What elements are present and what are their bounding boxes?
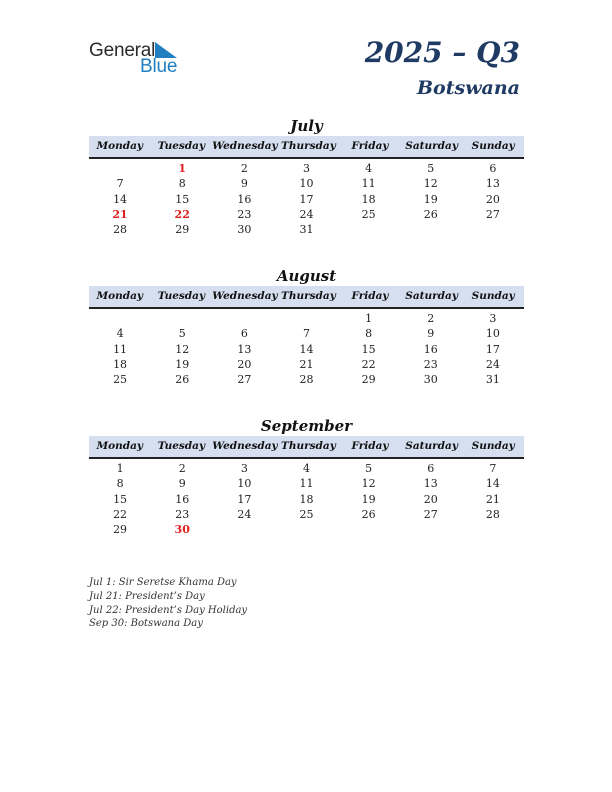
day-cell	[89, 311, 151, 326]
week-row	[89, 476, 524, 491]
day-cell	[400, 222, 462, 237]
day-cell: 28	[113, 223, 128, 237]
day-cell: 27	[423, 507, 438, 521]
day-cell: 5	[427, 162, 435, 175]
weekday-label: Saturday	[405, 140, 458, 152]
day-cell	[462, 222, 524, 237]
day-cell: 25	[299, 507, 314, 521]
holiday-note: Sep 30: Botswana Day	[89, 618, 203, 630]
day-cell: 18	[299, 492, 314, 506]
weekday-label: Wednesday	[212, 440, 278, 452]
day-cell: 24	[237, 507, 252, 521]
day-cell: 16	[237, 192, 252, 206]
day-cell: 31	[485, 373, 500, 387]
day-cell: 13	[423, 477, 438, 491]
day-cell: 23	[237, 207, 252, 221]
day-cell: 1	[116, 462, 124, 475]
day-cell: 27	[485, 207, 500, 221]
day-cell: 8	[365, 327, 373, 341]
day-cell: 3	[489, 312, 497, 325]
day-cell: 4	[116, 327, 124, 341]
day-cell: 14	[113, 192, 128, 206]
day-cell: 11	[113, 342, 128, 356]
day-cell: 4	[302, 462, 310, 475]
day-cell: 2	[240, 162, 248, 175]
week-row	[89, 207, 524, 222]
day-cell: 9	[427, 327, 435, 341]
day-cell: 22	[174, 207, 190, 221]
day-cell: 20	[237, 357, 252, 371]
logo-text-general: General	[89, 40, 156, 61]
holiday-note: Jul 1: Sir Seretse Khama Day	[89, 577, 237, 588]
weekday-label: Sunday	[471, 140, 515, 152]
day-cell: 6	[427, 462, 435, 475]
day-cell: 11	[361, 177, 376, 191]
day-cell: 19	[361, 492, 376, 506]
page-title: 2025 – Q3	[364, 36, 520, 69]
day-cell: 9	[240, 177, 248, 191]
day-cell: 15	[175, 192, 190, 206]
weekday-label: Tuesday	[157, 290, 206, 302]
day-cell: 24	[299, 207, 314, 221]
weekday-header	[89, 436, 524, 459]
day-cell	[213, 522, 275, 537]
day-cell: 7	[116, 177, 124, 191]
logo	[89, 40, 189, 80]
day-cell: 17	[485, 342, 500, 356]
weekday-label: Thursday	[281, 140, 336, 152]
country-name: Botswana	[417, 77, 520, 99]
weekday-header	[89, 136, 524, 159]
weekday-label: Tuesday	[157, 440, 206, 452]
day-cell: 23	[175, 507, 190, 521]
day-cell: 12	[361, 477, 376, 491]
day-cell: 24	[485, 357, 500, 371]
day-cell: 28	[485, 507, 500, 521]
day-cell	[213, 311, 275, 326]
day-cell: 22	[361, 357, 376, 371]
day-cell: 6	[489, 162, 497, 175]
day-cell: 13	[237, 342, 252, 356]
day-cell: 2	[178, 462, 186, 475]
day-cell: 28	[299, 373, 314, 387]
weekday-label: Saturday	[405, 440, 458, 452]
day-cell: 25	[113, 373, 128, 387]
day-cell: 12	[423, 177, 438, 191]
day-cell	[89, 161, 151, 176]
week-row	[89, 372, 524, 387]
day-cell: 11	[299, 477, 314, 491]
day-cell: 7	[302, 327, 310, 341]
day-cell: 17	[237, 492, 252, 506]
day-cell: 19	[423, 192, 438, 206]
day-cell	[275, 311, 337, 326]
month-title: September	[260, 417, 353, 435]
day-cell	[338, 222, 400, 237]
day-cell: 22	[113, 507, 128, 521]
logo-text-blue: Blue	[140, 56, 178, 77]
day-cell: 21	[112, 207, 128, 221]
day-cell	[400, 522, 462, 537]
day-cell: 3	[240, 462, 248, 475]
weekday-label: Sunday	[471, 440, 515, 452]
weekday-label: Friday	[351, 140, 389, 152]
weekday-header	[89, 286, 524, 309]
holiday-note: Jul 22: President’s Day Holiday	[89, 604, 248, 616]
day-cell: 17	[299, 192, 314, 206]
weekday-label: Tuesday	[157, 140, 206, 152]
month-title: July	[290, 117, 323, 135]
week-row	[89, 326, 524, 341]
day-cell: 26	[423, 207, 438, 221]
day-cell: 8	[116, 477, 124, 491]
week-row	[89, 192, 524, 207]
day-cell: 20	[423, 492, 438, 506]
weekday-label: Thursday	[281, 290, 336, 302]
month-september	[89, 416, 524, 537]
day-cell: 1	[178, 162, 187, 175]
day-cell: 18	[361, 192, 376, 206]
day-cell: 7	[489, 462, 497, 475]
day-cell: 16	[175, 492, 190, 506]
day-cell: 14	[485, 477, 500, 491]
day-cell: 25	[361, 207, 376, 221]
day-cell: 6	[240, 327, 248, 341]
day-cell: 27	[237, 373, 252, 387]
month-august	[89, 266, 524, 387]
weekday-label: Wednesday	[212, 140, 278, 152]
day-cell	[338, 522, 400, 537]
day-cell: 30	[237, 223, 252, 237]
weekday-label: Monday	[96, 140, 144, 152]
week-row	[89, 161, 524, 176]
day-cell: 29	[113, 523, 128, 537]
weekday-label: Monday	[96, 290, 144, 302]
week-row	[89, 507, 524, 522]
week-row	[89, 357, 524, 372]
day-cell: 18	[113, 357, 128, 371]
day-cell: 10	[237, 477, 252, 491]
week-row	[89, 522, 524, 537]
week-row	[89, 311, 524, 326]
holiday-notes	[89, 576, 247, 631]
day-cell: 26	[361, 507, 376, 521]
day-cell: 31	[299, 223, 314, 237]
day-cell	[151, 311, 213, 326]
day-cell: 4	[365, 162, 373, 175]
week-row	[89, 492, 524, 507]
day-cell: 14	[299, 342, 314, 356]
month-july	[89, 116, 524, 237]
day-cell: 15	[113, 492, 128, 506]
day-cell: 5	[365, 462, 373, 475]
weekday-label: Friday	[351, 290, 389, 302]
day-cell: 9	[178, 477, 186, 491]
day-cell: 30	[174, 523, 190, 537]
weekday-label: Sunday	[471, 290, 515, 302]
day-cell: 20	[485, 192, 500, 206]
day-cell: 23	[423, 357, 438, 371]
week-row	[89, 222, 524, 237]
day-cell: 13	[485, 177, 500, 191]
day-cell: 12	[175, 342, 190, 356]
weekday-label: Saturday	[405, 290, 458, 302]
day-cell: 30	[423, 373, 438, 387]
day-cell: 29	[175, 223, 190, 237]
weekday-label: Wednesday	[212, 290, 278, 302]
day-cell: 21	[485, 492, 500, 506]
day-cell	[275, 522, 337, 537]
week-row	[89, 176, 524, 191]
day-cell: 3	[302, 162, 310, 175]
week-row	[89, 461, 524, 476]
day-cell	[462, 522, 524, 537]
day-cell: 21	[299, 357, 314, 371]
weekday-label: Thursday	[281, 440, 336, 452]
day-cell: 8	[178, 177, 186, 191]
day-cell: 1	[365, 312, 373, 325]
day-cell: 26	[175, 373, 190, 387]
day-cell: 10	[299, 177, 314, 191]
day-cell: 10	[485, 327, 500, 341]
day-cell: 5	[178, 327, 186, 341]
day-cell: 2	[427, 312, 435, 325]
holiday-note: Jul 21: President’s Day	[89, 590, 205, 602]
day-cell: 29	[361, 373, 376, 387]
weekday-label: Friday	[351, 440, 389, 452]
day-cell: 16	[423, 342, 438, 356]
day-cell: 19	[175, 357, 190, 371]
day-cell: 15	[361, 342, 376, 356]
week-row	[89, 342, 524, 357]
month-title: August	[276, 267, 337, 285]
weekday-label: Monday	[96, 440, 144, 452]
